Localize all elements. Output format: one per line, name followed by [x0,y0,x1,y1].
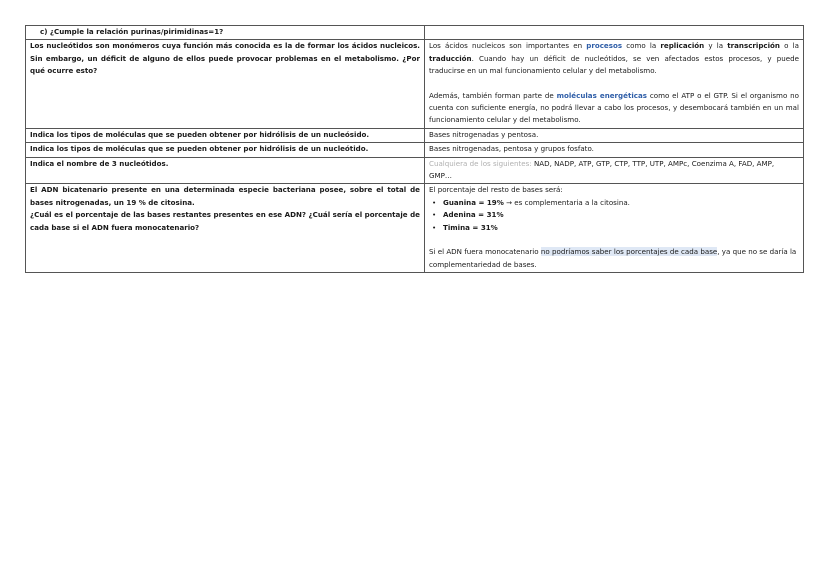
answer-text: Si el ADN fuera monocatenario [429,247,541,257]
list-item [443,209,799,221]
table-row [26,143,804,157]
highlighted-text: no podríamos saber los porcentajes de cada base [540,247,718,257]
question-cell [26,40,425,128]
highlight-term: procesos [586,41,623,51]
highlight-term: moléculas energéticas [556,90,647,100]
answer-prefix: Cualquiera de los siguientes: [429,158,532,168]
answer-text: → es complementaria a la citosina. [503,197,630,207]
answer-cell [425,26,804,40]
bold-term: traducción [429,53,472,63]
list-item [443,197,799,209]
answer-text: Además, también forman parte de [429,90,557,100]
answer-cell [425,40,804,128]
answer-text: o la [779,41,799,51]
question-text: c) ¿Cumple la relación purinas/pirimidinas=1? [40,27,224,36]
answer-text: como la [622,41,661,51]
bold-term: transcripción [727,41,780,51]
base-percentage: Adenina = 31% [443,210,504,220]
answer-text: Bases nitrogenadas, pentosa y grupos fosfato. [429,144,594,154]
answer-text: . Cuando hay un déficit de nucleótidos, se ven afectados estos procesos, y puede traducirse en un mal funcionamiento celular y del metabolismo. [429,53,799,76]
answer-cell [425,128,804,142]
answer-text: Bases nitrogenadas y pentosa. [429,129,539,139]
question-cell [26,157,425,184]
question-cell [26,128,425,142]
answer-text: NAD, NADP, ATP, GTP, CTP, TTP, UTP, AMPc, Coenzima A, FAD, AMP, GMP… [429,158,775,181]
answer-text: Los ácidos nucleicos son importantes en [429,41,587,51]
question-text: Indica los tipos de moléculas que se pueden obtener por hidrólisis de un nucleótido. [30,144,369,154]
answer-cell [425,184,804,272]
question-text: Indica los tipos de moléculas que se pueden obtener por hidrólisis de un nucleósido. [30,129,370,139]
bold-term: replicación [660,41,705,51]
answer-text: y la [704,41,728,51]
question-cell [26,184,425,272]
answer-text: como el ATP o el GTP. Si el organismo no cuenta con suficiente energía, no podrá llevar a cabo los procesos, y desembocará también en un mal funcionamiento celular y del metabolismo. [429,90,799,125]
question-text: Indica el nombre de 3 nucleótidos. [30,158,169,168]
question-cell [26,143,425,157]
answer-text: El porcentaje del resto de bases será: [429,185,563,195]
list-item [443,222,799,234]
answer-paragraph [429,40,799,77]
answer-paragraph [429,246,799,271]
base-percentage: Guanina = 19% [443,197,504,207]
base-percentage: Timina = 31% [443,222,498,232]
answer-cell [425,143,804,157]
question-text: Los nucleótidos son monómeros cuya función más conocida es la de formar los ácidos nucleicos. Sin embargo, un déficit de alguno de ellos puede provocar problemas en el metabolismo. ¿Por qué ocurre esto? [30,41,420,76]
table-row [26,40,804,128]
table-row [26,184,804,272]
question-text: El ADN bicatenario presente en una determinada especie bacteriana posee, sobre el total de bases nitrogenadas, un 19 % de citosina. [30,185,420,207]
question-cell [26,26,425,40]
question-text: ¿Cuál es el porcentaje de las bases restantes presentes en ese ADN? ¿Cuál sería el porcentaje de cada base si el ADN fuera monocatenario? [30,210,420,232]
answer-text: , ya que no se daría la complementariedad de bases. [429,247,797,269]
table-row [26,128,804,142]
table-row [26,26,804,40]
base-list [429,197,799,234]
answer-paragraph [429,90,799,127]
table-row [26,157,804,184]
qa-table [25,25,804,273]
answer-cell [425,157,804,184]
